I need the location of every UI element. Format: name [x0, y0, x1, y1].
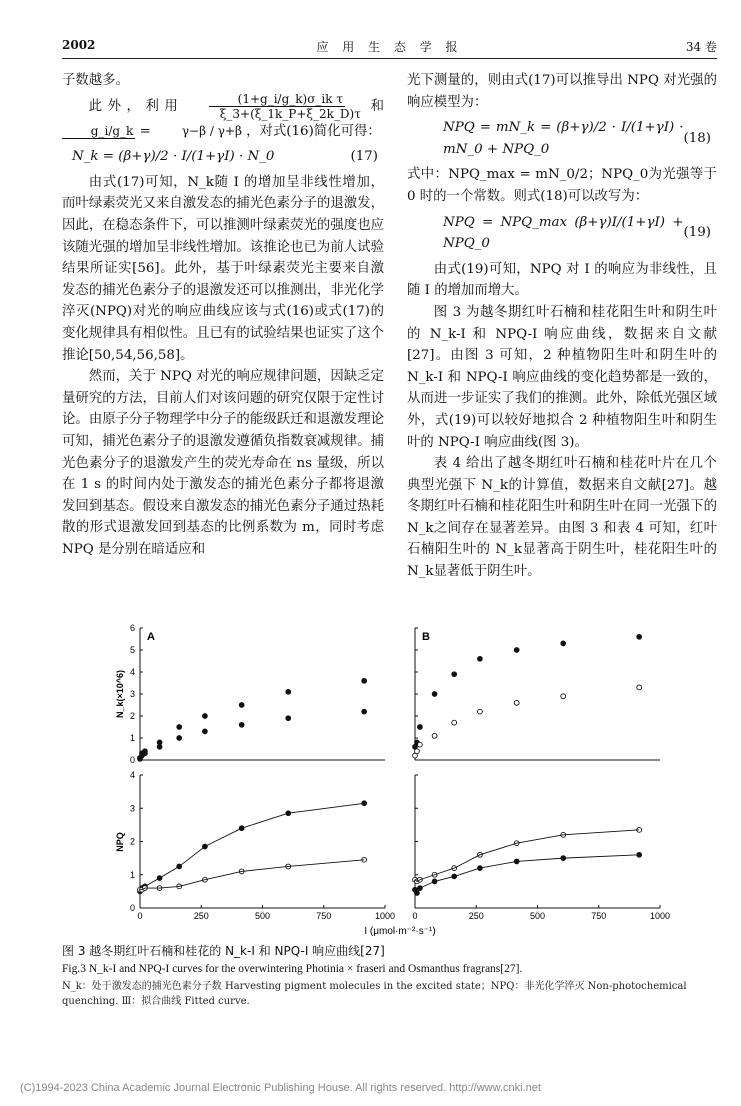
y-tick-label: 2: [129, 711, 135, 721]
data-point: [478, 656, 483, 661]
right-column: [407, 70, 717, 583]
data-point: [362, 709, 367, 714]
data-point: [418, 725, 423, 730]
paragraph: 由式(17)可知，N_k随 I 的增加呈非线性增加，而叶绿素荧光又来自激发态的捕光色素分子的退激发，因此，在稳态条件下，可以推测叶绿素荧光的强度也应该随光强的增加呈非线性增加。该推论也已为前人试验结果所证实[56]。此外，基于叶绿素荧光主要来自激发态的捕光色素分子的退激发还可以推测出，非光化学淬灭(NPQ)对光的响应曲线应该与式(16)或式(17)的变化规律具有相似性。且已有的试验结果也证实了这个推论[50,54,56,58]。: [62, 174, 384, 363]
data-point: [418, 742, 423, 747]
data-point: [157, 744, 162, 749]
paragraph: 光下测量的，则由式(17)可以推导出 NPQ 对光强的响应模型为：: [407, 73, 717, 110]
y-axis-label-bottom: NPQ: [115, 832, 125, 852]
x-tick-label: 500: [254, 911, 271, 921]
caption-en: Fig.3 N_k-I and NPQ-I curves for the overwintering Photinia × fraseri and Osmanthus fragrans[27].: [62, 963, 523, 975]
y-tick-label: 5: [129, 645, 135, 655]
panel-label-B: B: [422, 631, 430, 643]
data-point: [561, 694, 566, 699]
figure-3: [115, 620, 685, 940]
y-tick-label: 1: [129, 869, 135, 880]
panel-label-A: A: [147, 631, 155, 643]
x-tick-label: 250: [468, 911, 484, 921]
y-axis-label-top: N_k(×10^6): [115, 669, 125, 719]
y-tick-label: 4: [129, 667, 135, 677]
x-tick-label: 1000: [649, 911, 671, 921]
x-tick-label: 750: [591, 911, 607, 921]
page-header: [62, 38, 717, 58]
paragraph: 然而，关于 NPQ 对光的响应规律问题，因缺乏定量研究的方法，目前人们对该问题的研究仅限于定性讨论。由原子分子物理学中分子的能级跃迁和退激发理论可知，捕光色素分子的退激发遵循负指数衰减规律。捕光色素分子的退激发产生的荧光寿命在 ns 量级，所以在 1 s 的时间内处于激发态的捕光色素分子都将退激发回到基态。假设来自激发态的捕光色素分子通过热耗散的形式退激发回到基态的比例系数为 m，同时考虑 NPQ 是分别在暗适应和: [62, 369, 384, 557]
fitted-curve: [415, 855, 639, 893]
data-point: [177, 736, 182, 741]
data-point: [286, 689, 291, 694]
copyright-footer: (C)1994-2023 China Academic Journal Electronic Publishing House. All rights reserved. http://www.cnki.net: [20, 1082, 541, 1094]
data-point: [432, 733, 437, 738]
data-point: [514, 648, 519, 653]
equation-19: NPQ = NPQ_max (β+γ)I/(1+γI) + NPQ_0 (19): [443, 214, 711, 252]
figure-captions: [62, 942, 722, 1009]
paragraph: 子数越多。: [62, 73, 129, 88]
x-axis-label: I (μmol·m⁻²·s⁻¹): [364, 926, 436, 937]
paragraph: 表 4 给出了越冬期红叶石楠和桂花叶片在几个典型光强下 N_k的计算值，数据来自文献[27]。越冬期红叶石楠和桂花阳生叶和阴生叶在同一光强下的 N_k之间存在显著差异。由图 3 和表 4 可知，红叶石楠阳生叶的 N_k显著高于阴生叶，桂花阳生叶的 N_k显著低于阴生叶。: [407, 456, 717, 580]
paragraph: 由式(19)可知，NPQ 对 I 的响应为非线性，且随 I 的增加而增大。: [407, 261, 717, 299]
x-tick-label: 500: [529, 911, 546, 921]
left-column: [62, 70, 384, 560]
data-point: [514, 700, 519, 705]
y-tick-label: 6: [129, 623, 135, 633]
y-tick-label: 3: [129, 803, 135, 814]
y-tick-label: 0: [129, 903, 135, 913]
data-point: [143, 751, 148, 756]
data-point: [478, 709, 483, 714]
data-point: [177, 725, 182, 730]
volume-label: 34 卷: [685, 40, 717, 54]
page-number: 2002: [62, 38, 96, 52]
data-point: [561, 641, 566, 646]
fitted-curve: [140, 860, 364, 890]
header-rule: [62, 58, 717, 59]
fitted-curve: [140, 803, 364, 891]
x-tick-label: 0: [412, 911, 418, 921]
data-point: [239, 722, 244, 727]
inline-formula-line: 此外，利用 $\frac{\text{(1+g\_i/g\_k)σ\_ik τ}}{\xi\_3+(\xi\_1k\_P+\xi\_2k\_D)\tau}$ 和 g_i/g_k = γ−β / γ+β ，对式(16)简化可得：: [62, 92, 384, 143]
caption-note: N_k：处于激发态的捕光色素分子数 Harvesting pigment molecules in the excited state；NPQ：非光化学淬灭 Non-photochemical quenching. Ⅲ：拟合曲线 Fitted curve.: [62, 981, 687, 1007]
paragraph: 式中：NPQ_max = mN_0/2；NPQ_0为光强等于 0 时的一个常数。则式(18)可以改写为：: [407, 167, 717, 204]
fraction: $\frac{\text{(1+g\_i/g\_k)σ\_ik τ}}{\xi\_3+(\xi\_1k\_P+\xi\_2k\_D)\tau}$: [193, 92, 361, 121]
equation-17: N_k = (β+γ)/2 · I/(1+γI) · N_0 (17): [72, 149, 378, 165]
y-tick-label: 3: [129, 689, 135, 699]
equation-18: NPQ = mN_k = (β+γ)/2 · I/(1+γI) · mN_0 + NPQ_0 (18): [443, 120, 711, 157]
caption-cn: 图 3 越冬期红叶石楠和桂花的 N_k-I 和 NPQ-I 响应曲线[27]: [62, 944, 385, 958]
y-tick-label: 2: [129, 836, 135, 847]
x-tick-label: 0: [137, 911, 143, 921]
data-point: [415, 749, 420, 754]
data-point: [203, 714, 208, 719]
paragraph: 图 3 为越冬期红叶石楠和桂花阳生叶和阴生叶的 N_k-I 和 NPQ-I 响应曲线，数据来自文献[27]。由图 3 可知，2 种植物阳生叶和阴生叶的 N_k-I 和 NPQ-I 响应曲线的变化趋势都是一致的，从而进一步证实了我们的推测。此外，除低光强区域外，式(19)可以较好地拟合 2 种植物阳生叶和阴生叶的 NPQ-I 响应曲线(图 3)。: [407, 304, 717, 450]
data-point: [637, 685, 642, 690]
y-tick-label: 1: [129, 733, 135, 743]
x-tick-label: 250: [193, 911, 209, 921]
data-point: [452, 672, 457, 677]
y-tick-label: 4: [129, 770, 135, 780]
y-tick-label: 0: [129, 755, 135, 765]
data-point: [203, 729, 208, 734]
journal-title: 应 用 生 态 学 报: [316, 40, 463, 54]
x-tick-label: 1000: [374, 911, 396, 921]
x-tick-label: 750: [316, 911, 332, 921]
data-point: [452, 720, 457, 725]
data-point: [432, 692, 437, 697]
data-point: [239, 703, 244, 708]
data-point: [362, 678, 367, 683]
data-point: [637, 634, 642, 639]
fitted-curve: [415, 830, 639, 882]
data-point: [286, 716, 291, 721]
